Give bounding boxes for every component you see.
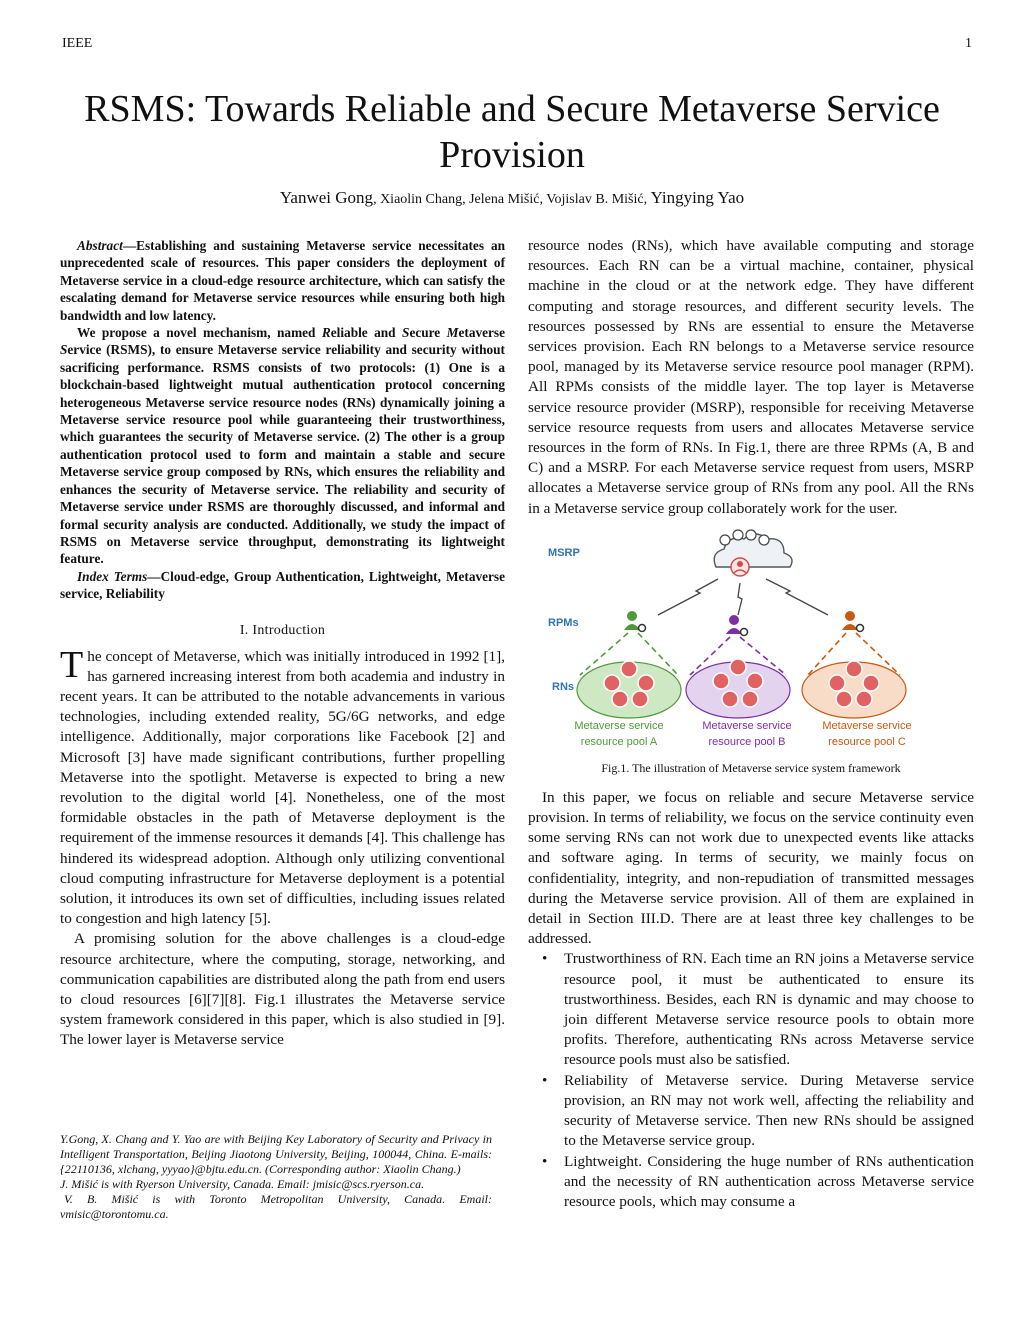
abstract-text-2a: We propose a novel mechanism, named — [77, 325, 322, 341]
intro-paragraph-2 — [60, 929, 505, 1050]
acronym-r: R — [321, 325, 331, 341]
list-item — [528, 1152, 974, 1213]
abstract-label: Abstract — [77, 238, 123, 253]
rn-node — [730, 659, 746, 675]
abstract-text-2e: ervice (RSMS), to ensure Metaverse service reliability and security without sacrificing performance. RSMS consists of two protocols: (1) One is a blockchain-based lightweight mutual authentication protocol concerning heterogeneous Metaverse service resource nodes (RNs) dynamically joining a Metaverse service resource pool while guaranteeing their trustworthiness, which guarantees the security of Metaverse service. (2) The other is a group authentication protocol used to form and maintain a stable and secure Metaverse service group composed by RNs, which ensures the reliability and enhances the security of Metaverse service. The reliability and security of Metaverse service under RSMS are thoroughly discussed, and informal and formal security analysis are conducted. Additionally, we study the impact of RSMS on Metaverse service throughput, demonstrating its lightweight feature. — [60, 342, 505, 567]
msrp-label: MSRP — [548, 546, 580, 559]
index-terms — [60, 568, 505, 603]
intro-paragraph-4: In this paper, we focus on reliable and secure Metaverse service provision. In terms of reliability, we focus on the service continuity even some serving RNs can not work due to unexpected events like attacks and software aging. In terms of security, we mainly focus on confidentiality, integrity, and non-repudiation of transmitted messages during the Metaverse service provision. All of them are explained in detail in Section III.D. There are at least three key challenges to be addressed. — [528, 788, 974, 948]
challenge-list — [528, 949, 974, 1212]
pool-b-label-line2: resource pool B — [708, 735, 786, 748]
author-middle: , Xiaolin Chang, Jelena Mišić, Vojislav B. Mišić, — [373, 192, 651, 207]
figure-1-caption: Fig.1. The illustration of Metaverse service system framework — [601, 760, 901, 775]
footnote-line-2: J. Mišić is with Ryerson University, Canada. Email: jmisic@scs.ryerson.ca. — [60, 1177, 425, 1192]
pool-b-label-line1: Metaverse service — [702, 719, 792, 732]
rpm-c-icon — [842, 611, 864, 632]
challenge-reliability: Reliability of Metaverse service. During Metaverse service provision, an RN may not work well, affecting the reliability and security of Metaverse service. Then new RNs should be assigned to the Metaverse service group. — [564, 1071, 974, 1150]
link-to-rpm-a — [658, 579, 718, 615]
drop-cap: T — [60, 643, 84, 686]
pool-a-label-line1: Metaverse service — [574, 719, 664, 732]
bullet-icon: • — [542, 1152, 548, 1170]
rn-node — [856, 691, 872, 707]
introduction-body — [60, 643, 505, 1051]
running-header-journal: IEEE — [62, 36, 93, 51]
list-item — [528, 1071, 974, 1152]
rn-node — [829, 675, 845, 691]
user-icon-1 — [720, 535, 730, 545]
author-list — [40, 188, 984, 208]
index-terms-text: —Cloud-edge, Group Authentication, Lightweight, Metaverse service, Reliability — [60, 568, 505, 602]
abstract-text-1: —Establishing and sustaining Metaverse service necessitates an unprecedented scale of resources. This paper considers the deployment of Metaverse service in a cloud-edge resource architecture, which can satisfy the escalating demand for Metaverse service resources while ensuring both high bandwidth and low latency. — [60, 238, 505, 323]
right-column — [528, 236, 974, 1212]
abstract-text-2b: eliable and — [330, 325, 403, 341]
abstract-paragraph-1 — [60, 237, 505, 324]
rpm-a-icon — [624, 611, 646, 632]
left-column — [60, 237, 505, 1051]
rn-node — [713, 673, 729, 689]
abstract-paragraph-2 — [60, 324, 505, 568]
rn-node — [604, 675, 620, 691]
rn-node — [742, 691, 758, 707]
link-to-rpm-c — [766, 579, 828, 615]
pool-c-label-line2: resource pool C — [828, 735, 906, 748]
rpm-b-icon — [726, 615, 748, 636]
intro-paragraph-3: resource nodes (RNs), which have available computing and storage resources. Each RN can be a virtual machine, container, physical machine in the cloud or at the network edge. They have different computing and storage resources, and different security levels. The resources possessed by RNs are essential to ensure the Metaverse services provision. Each RN belongs to a Metaverse service resource pool, managed by its Metaverse service resource pool manager (RPM). All RPMs consists of the middle layer. The top layer is Metaverse service resource provider (MSRP), responsible for receiving Metaverse service resource requests from users and allocates Metaverse service resources in the form of RNs. In Fig.1, there are three RPMs (A, B and C) and a MSRP. For each Metaverse service request from users, MSRP allocates a Metaverse service group of RNs from any pool. All the RNs in a Metaverse service group collaborately work for the user. — [528, 237, 974, 517]
framework-diagram — [528, 527, 974, 759]
user-icon-3 — [746, 530, 756, 540]
intro-text-1: he concept of Metaverse, which was initially introduced in 1992 [1], has garnered increasing interest from both academia and industry in recent years. It can be attributed to the notable advancements in various technologies, including extended reality, 5G/6G networks, and edge intelligence. Additionally, major corporations like Facebook [2] and Microsoft [3] have made significant contributions, further propelling Metaverse into the spotlight. Metaverse is expected to bring a new revolution to the digital world [4]. Nonetheless, one of the most formidable obstacles in the path of Metaverse deployment is the requirement of the immense resources it demands [4]. This challenge has hindered its widespread adoption. Although only utilizing conventional cloud computing infrastructure for Metaverse deployment is a potential solution, it introduces its own set of difficulties, including issues related to congestion and high latency [5]. — [60, 647, 505, 928]
abstract-text-2c: ecure — [409, 325, 447, 341]
rn-node — [863, 675, 879, 691]
right-body-top — [528, 236, 974, 519]
user-icon-4 — [759, 535, 769, 545]
pool-labels — [574, 720, 911, 748]
paper-title: RSMS: Towards Reliable and Secure Metaverse Service Provision — [84, 88, 940, 176]
rn-node — [836, 691, 852, 707]
acronym-m: M — [446, 325, 459, 341]
section-heading-introduction: I. Introduction — [239, 622, 326, 638]
footnote-line-3: V. B. Mišić is with Toronto Metropolitan University, Canada. Email: vmisic@torontomu.ca. — [60, 1192, 492, 1222]
rn-node — [747, 673, 763, 689]
bullet-icon: • — [542, 1071, 548, 1089]
author-affiliation-footnote — [60, 1132, 492, 1223]
challenge-lightweight: Lightweight. Considering the huge number of RNs authentication and the necessity of RN authentication across Metaverse service resource pools, which may consume a — [564, 1152, 974, 1210]
intro-text-2: A promising solution for the above challenges is a cloud-edge resource architecture, where the computing, storage, networking, and communication capabilities are distributed along the path from end users to cloud resources [6][7][8]. Fig.1 illustrates the Metaverse service system framework considered in this paper, which is also studied in [9]. The lower layer is Metaverse service — [60, 930, 505, 1049]
rn-node — [621, 661, 637, 677]
rpms-label: RPMs — [548, 616, 579, 629]
figure-1 — [528, 527, 974, 759]
pool-c-label-line1: Metaverse service — [822, 719, 912, 732]
link-to-rpm-b — [738, 583, 742, 615]
list-item — [528, 949, 974, 1070]
rns-label: RNs — [552, 680, 575, 693]
rn-node — [638, 675, 654, 691]
acronym-s2: S — [60, 342, 68, 358]
rn-node — [632, 691, 648, 707]
right-body-bottom — [528, 788, 974, 1212]
challenge-trustworthiness: Trustworthiness of RN. Each time an RN joins a Metaverse service resource pool, it must be authenticated to ensure its trustworthiness. Besides, each RN is dynamic and may choose to join different Metaverse service resource pools to obtain more profits. Therefore, authenticating RNs across Metaverse service resource pools must also be satisfied. — [564, 950, 974, 1069]
pool-a-label-line2: resource pool A — [580, 735, 658, 748]
page-number: 1 — [965, 36, 972, 51]
msrp-person-icon — [731, 558, 749, 576]
author-last: Yingying Yao — [650, 188, 745, 207]
rn-node — [612, 691, 628, 707]
rn-node — [846, 661, 862, 677]
rn-node — [722, 691, 738, 707]
user-icon-2 — [733, 530, 743, 540]
footnote-line-1: Y.Gong, X. Chang and Y. Yao are with Beijing Key Laboratory of Security and Privacy in Intelligent Transportation, Beijing Jiaotong University, Beijing, 100044, China. E-mails: {22110136, xlchang, yyyao}@bjtu.edu.cn. (Corresponding author: Xiaolin Chang.) — [60, 1132, 492, 1177]
bullet-icon: • — [542, 950, 548, 968]
msrp-rpm-links — [658, 579, 828, 615]
author-1: Yanwei Gong — [279, 188, 374, 207]
acronym-s: S — [402, 325, 410, 341]
intro-paragraph-1 — [60, 643, 505, 930]
index-terms-label: Index Terms — [77, 568, 148, 584]
abstract — [60, 237, 505, 603]
abstract-text-2d: etaverse — [458, 325, 505, 341]
